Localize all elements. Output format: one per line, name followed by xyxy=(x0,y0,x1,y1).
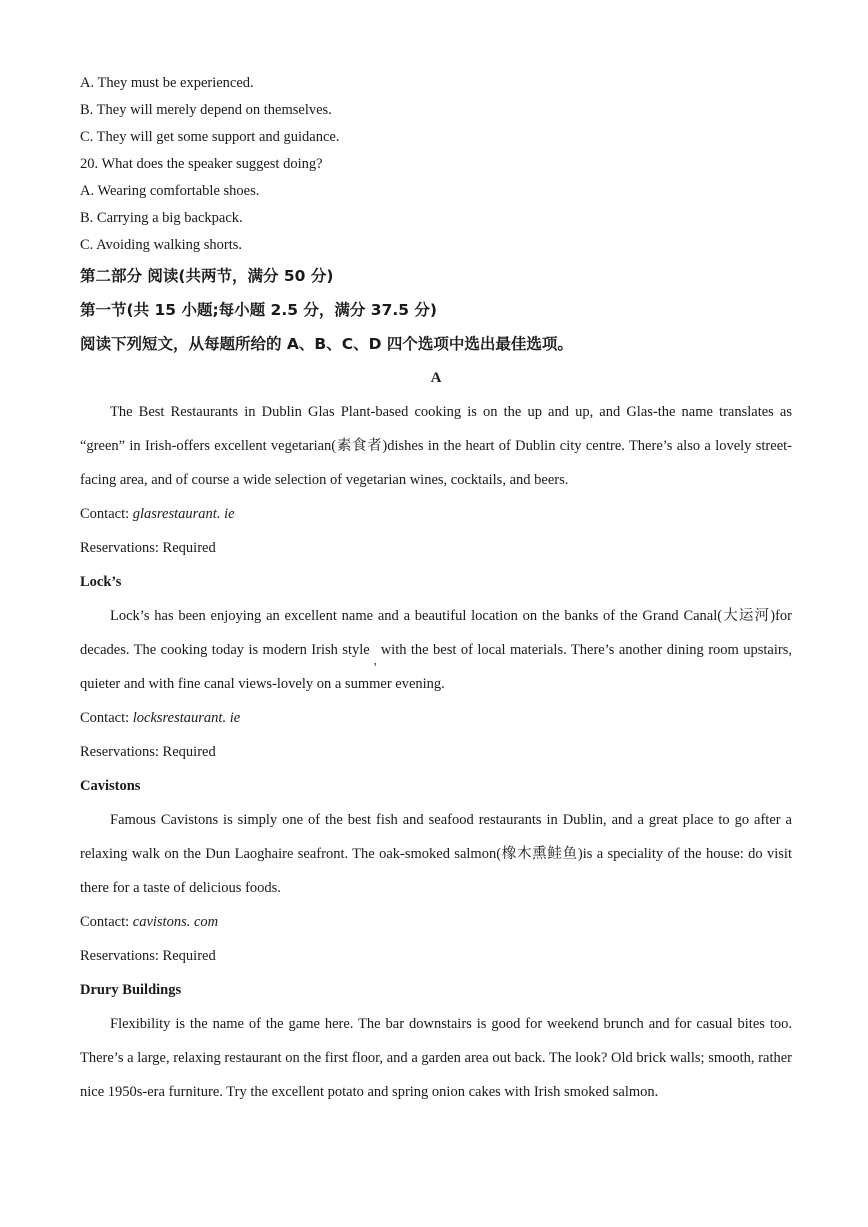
contact-label: Contact: xyxy=(80,710,133,726)
contact-label: Contact: xyxy=(80,506,133,522)
locks-contact-value: locksrestaurant. ie xyxy=(132,710,241,726)
document-page xyxy=(80,70,792,1109)
locks-paragraph xyxy=(80,599,792,701)
part-two-heading: 第二部分 阅读(共两节，满分 50 分) xyxy=(80,267,334,285)
locks-reservations: Reservations: Required xyxy=(80,744,216,760)
section-one-heading: 第一节(共 15 小题;每小题 2.5 分，满分 37.5 分) xyxy=(80,301,438,319)
locks-contact xyxy=(80,701,792,735)
q19-option-b: B. They will merely depend on themselves. xyxy=(80,102,332,118)
q19-option-c: C. They will get some support and guidance. xyxy=(80,129,340,145)
locks-paragraph-comma: , xyxy=(373,653,377,667)
glas-contact-value: glasrestaurant. ie xyxy=(132,506,235,522)
cavistons-contact xyxy=(80,905,792,939)
contact-label: Contact: xyxy=(80,914,133,930)
cavistons-heading: Cavistons xyxy=(80,778,141,794)
q19-option-a: A. They must be experienced. xyxy=(80,75,254,91)
locks-paragraph-part-b: with the best of local materials. There’s another dining room upstairs, quieter and with fine canal views-lovely on a summer evening. xyxy=(80,642,792,692)
glas-paragraph: The Best Restaurants in Dublin Glas Plant-based cooking is on the up and up, and Glas-the name translates as “green” in Irish-offers excellent vegetarian(素食者)dishes in the heart of Dublin city centre. There’s also a lovely street-facing area, and of course a wide selection of vegetarian wines, cocktails, and beers. xyxy=(80,404,792,488)
glas-reservations: Reservations: Required xyxy=(80,540,216,556)
locks-paragraph-part-a: Lock’s has been enjoying an excellent name and a beautiful location on the banks of the Grand Canal(大运河)for decades. The cooking today is modern Irish style xyxy=(80,608,792,658)
passage-label: A xyxy=(430,370,442,386)
locks-heading: Lock’s xyxy=(80,574,122,590)
reading-instruction: 阅读下列短文，从每题所给的 A、B、C、D 四个选项中选出最佳选项。 xyxy=(80,335,573,353)
q20-option-b: B. Carrying a big backpack. xyxy=(80,210,243,226)
drury-paragraph: Flexibility is the name of the game here. The bar downstairs is good for weekend brunch and for casual bites too. There’s a large, relaxing restaurant on the first floor, and a garden area out back. The look? Old brick walls; smooth, rather nice 1950s-era furniture. Try the excellent potato and spring onion cakes with Irish smoked salmon. xyxy=(80,1016,792,1100)
drury-heading: Drury Buildings xyxy=(80,982,182,998)
cavistons-reservations: Reservations: Required xyxy=(80,948,216,964)
question-20: 20. What does the speaker suggest doing? xyxy=(80,156,323,172)
q20-option-a: A. Wearing comfortable shoes. xyxy=(80,183,260,199)
cavistons-contact-value: cavistons. com xyxy=(132,914,219,930)
cavistons-paragraph: Famous Cavistons is simply one of the best fish and seafood restaurants in Dublin, and a great place to go after a relaxing walk on the Dun Laoghaire seafront. The oak-smoked salmon(橡木熏鲑鱼)is a speciality of the house: do visit there for a taste of delicious foods. xyxy=(80,812,792,896)
q20-option-c: C. Avoiding walking shorts. xyxy=(80,237,243,253)
glas-contact xyxy=(80,497,792,531)
